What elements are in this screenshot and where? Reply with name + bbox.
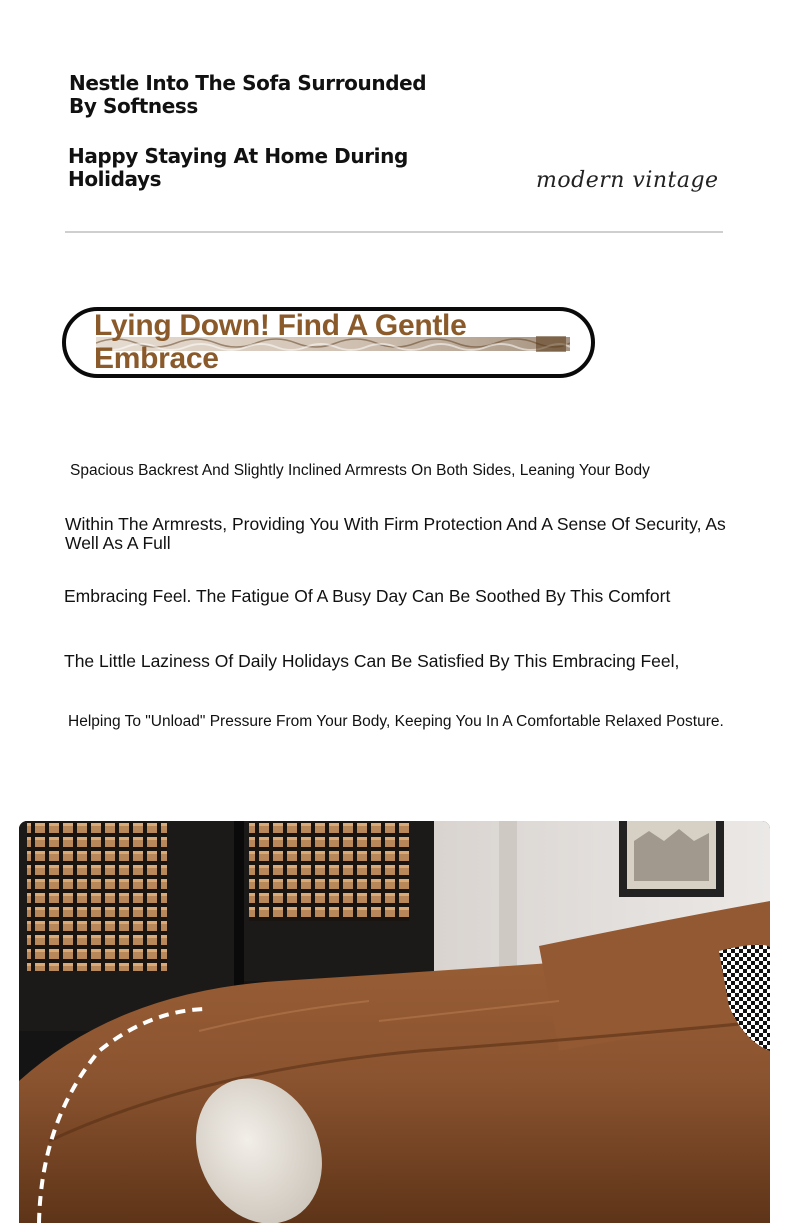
sofa-product-photo bbox=[19, 821, 770, 1223]
section-title: Nestle Into The Sofa Surrounded By Softness bbox=[69, 71, 427, 118]
brand-script-logo: modern vintage bbox=[536, 168, 719, 193]
feature-heading: Lying Down! Find A Gentle Embrace bbox=[94, 309, 467, 375]
description-line: The Little Laziness Of Daily Holidays Can Be Satisfied By This Embracing Feel, bbox=[64, 651, 680, 671]
description-line: Within The Armrests, Providing You With Firm Protection And A Sense Of Security, As Well As A Full bbox=[65, 514, 726, 553]
description-line: Helping To "Unload" Pressure From Your Body, Keeping You In A Comfortable Relaxed Posture. bbox=[68, 713, 724, 730]
description-line: Spacious Backrest And Slightly Inclined Armrests On Both Sides, Leaning Your Body bbox=[70, 462, 650, 479]
description-line: Embracing Feel. The Fatigue Of A Busy Day Can Be Soothed By This Comfort bbox=[64, 586, 671, 606]
section-subtitle: Happy Staying At Home During Holidays bbox=[68, 144, 408, 191]
divider bbox=[65, 231, 723, 233]
